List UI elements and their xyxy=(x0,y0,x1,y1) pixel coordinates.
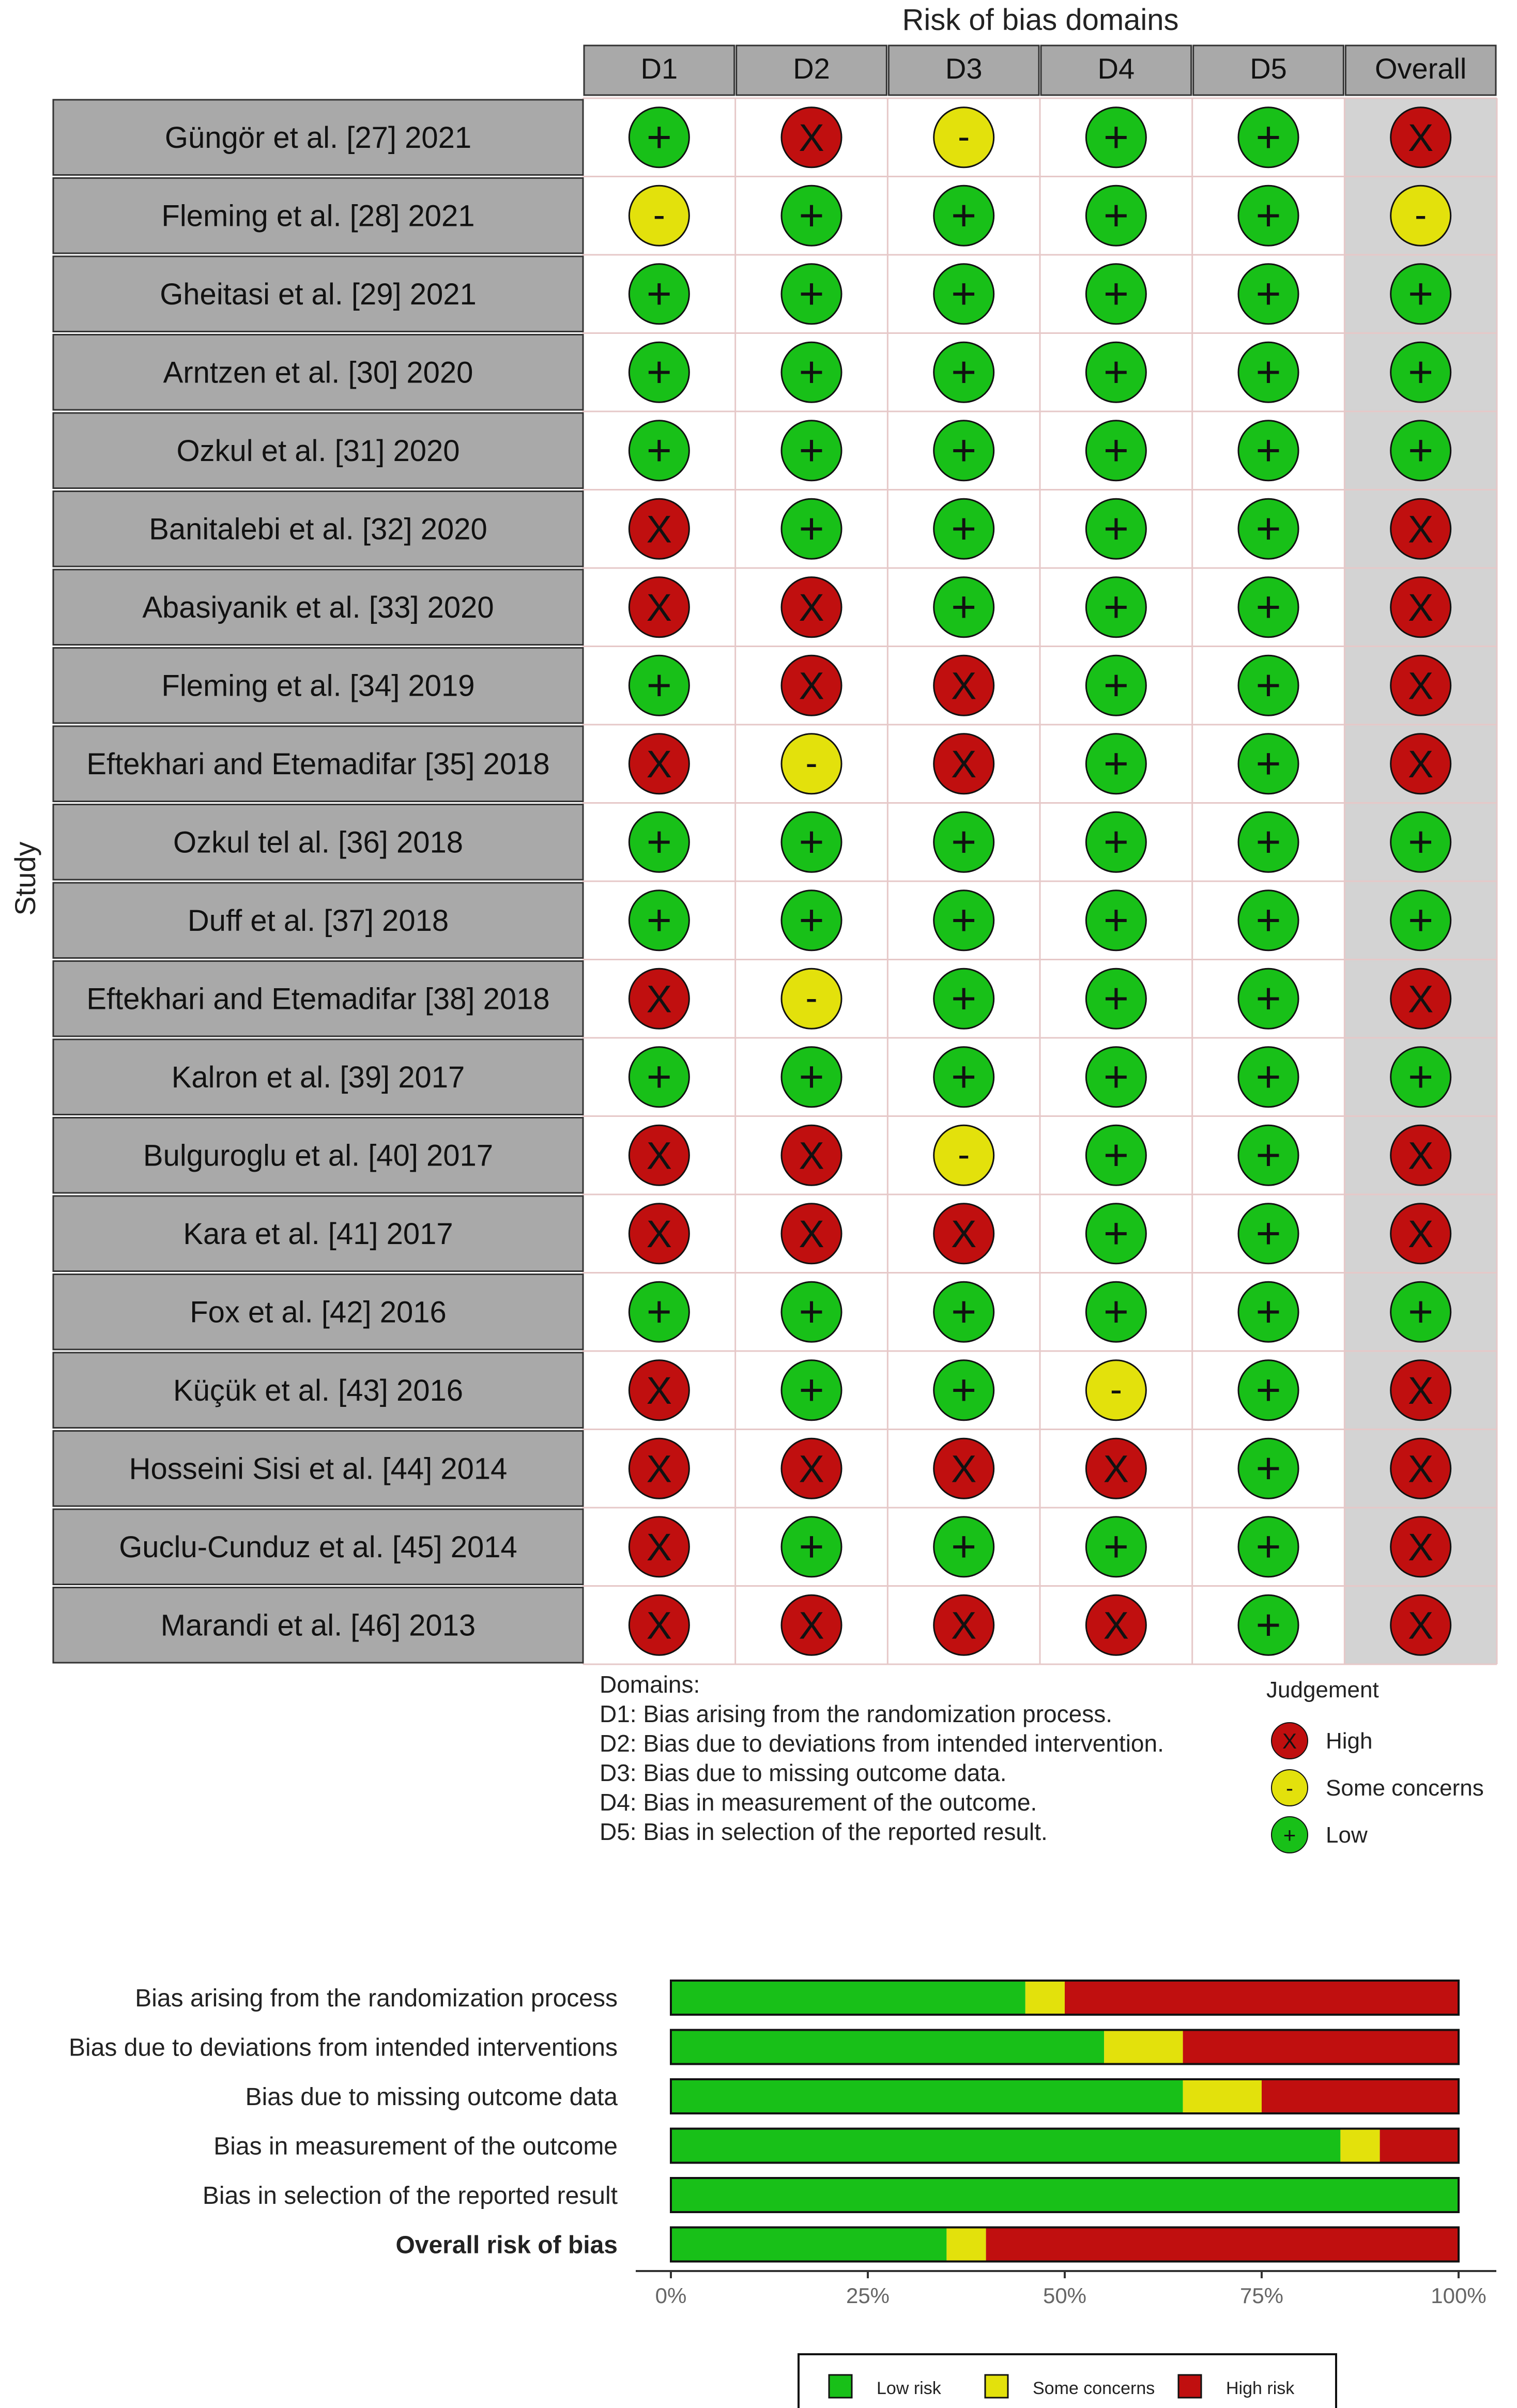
bar-segment-some xyxy=(1340,2129,1380,2163)
judgement-symbol: X xyxy=(1408,1212,1434,1255)
judgement-symbol: + xyxy=(1408,1287,1434,1336)
judgement-symbol: + xyxy=(646,895,672,944)
judgement-symbol: + xyxy=(1255,817,1281,866)
summary-legend-high-label: High risk xyxy=(1226,2379,1295,2398)
judgement-symbol: X xyxy=(1103,1447,1129,1491)
legend-high-label: High xyxy=(1326,1728,1373,1754)
judgement-symbol: X xyxy=(646,1212,672,1255)
judgement-symbol: + xyxy=(1103,191,1129,240)
study-label: Güngör et al. [27] 2021 xyxy=(164,120,472,155)
study-label: Küçük et al. [43] 2016 xyxy=(173,1373,464,1407)
judgement-symbol: + xyxy=(1103,661,1129,710)
category-label: Bias due to deviations from intended interventions xyxy=(69,2034,618,2062)
judgement-symbol: - xyxy=(805,742,818,783)
summary-legend-low-label: Low risk xyxy=(877,2379,941,2398)
judgement-symbol: + xyxy=(951,1365,977,1414)
study-label: Kalron et al. [39] 2017 xyxy=(171,1060,465,1094)
judgement-symbol: + xyxy=(1103,817,1129,866)
judgement-symbol: X xyxy=(646,1604,672,1647)
judgement-symbol: - xyxy=(1415,194,1427,235)
legend-some-label: Some concerns xyxy=(1326,1775,1484,1801)
judgement-symbol: + xyxy=(1408,895,1434,944)
judgement-symbol: X xyxy=(646,1369,672,1412)
bar-segment-high xyxy=(1183,2030,1459,2064)
judgement-symbol: X xyxy=(1408,116,1434,159)
overall-category-label: Overall risk of bias xyxy=(395,2231,618,2259)
domain-definition: D1: Bias arising from the randomization process. xyxy=(600,1700,1112,1727)
judgement-symbol: X xyxy=(1408,664,1434,708)
judgement-symbol: X xyxy=(1103,1604,1129,1647)
judgement-symbol: + xyxy=(951,974,977,1023)
judgement-symbol: + xyxy=(1255,895,1281,944)
judgement-symbol: X xyxy=(799,1134,824,1177)
judgement-symbol: + xyxy=(799,817,824,866)
judgement-symbol: X xyxy=(1408,977,1434,1021)
judgement-symbol: + xyxy=(951,817,977,866)
judgement-symbol: + xyxy=(1103,425,1129,474)
bar-segment-low xyxy=(671,2030,1104,2064)
judgement-symbol: + xyxy=(646,269,672,318)
judgement-symbol: + xyxy=(646,817,672,866)
category-label: Bias arising from the randomization process xyxy=(135,1985,618,2012)
judgement-symbol: + xyxy=(1255,425,1281,474)
judgement-symbol: + xyxy=(1255,1522,1281,1571)
judgement-symbol: + xyxy=(951,1052,977,1101)
study-label: Fleming et al. [28] 2021 xyxy=(161,199,475,233)
domain-definition: D5: Bias in selection of the reported result. xyxy=(600,1818,1048,1845)
judgement-symbol: X xyxy=(1408,1369,1434,1412)
judgement-symbol: + xyxy=(646,1052,672,1101)
judgement-symbol: - xyxy=(653,194,665,235)
judgement-symbol: X xyxy=(646,1134,672,1177)
judgement-symbol: X xyxy=(646,1525,672,1569)
judgement-symbol: + xyxy=(1255,1365,1281,1414)
judgement-symbol: + xyxy=(1255,1600,1281,1649)
judgement-symbol: X xyxy=(1408,586,1434,629)
bar-segment-some xyxy=(1104,2030,1183,2064)
judgement-symbol: X xyxy=(1408,1604,1434,1647)
summary-legend-high-swatch xyxy=(1178,2375,1201,2398)
judgement-symbol: + xyxy=(799,504,824,553)
y-axis-label: Study xyxy=(9,841,41,916)
judgement-symbol: + xyxy=(799,1522,824,1571)
judgement-symbol: X xyxy=(951,1447,977,1491)
judgement-symbol: + xyxy=(799,347,824,396)
judgement-symbol: + xyxy=(951,191,977,240)
judgement-symbol: X xyxy=(951,1212,977,1255)
column-header-d1: D1 xyxy=(640,52,678,85)
judgement-symbol: X xyxy=(799,116,824,159)
judgement-symbol: + xyxy=(646,425,672,474)
judgement-symbol: + xyxy=(1255,1287,1281,1336)
judgement-symbol: + xyxy=(951,347,977,396)
bar-segment-low xyxy=(671,2228,946,2262)
judgement-symbol: X xyxy=(1408,1134,1434,1177)
bar-segment-low xyxy=(671,2079,1183,2113)
judgement-symbol: + xyxy=(1103,504,1129,553)
judgement-symbol: + xyxy=(951,895,977,944)
judgement-symbol: X xyxy=(1408,1447,1434,1491)
judgement-symbol: X xyxy=(799,664,824,708)
judgement-symbol: + xyxy=(1103,1052,1129,1101)
bar-segment-high xyxy=(1065,1981,1459,2015)
bar-segment-low xyxy=(671,1981,1025,2015)
judgement-symbol: X xyxy=(799,1212,824,1255)
judgement-symbol: + xyxy=(951,504,977,553)
judgement-symbol: + xyxy=(951,582,977,631)
judgement-symbol: + xyxy=(1408,425,1434,474)
judgement-symbol: + xyxy=(1408,269,1434,318)
judgement-symbol: + xyxy=(1255,582,1281,631)
study-label: Ozkul et al. [31] 2020 xyxy=(176,434,460,468)
study-label: Banitalebi et al. [32] 2020 xyxy=(149,512,487,546)
judgement-symbol: X xyxy=(799,1604,824,1647)
judgement-symbol: X xyxy=(951,1604,977,1647)
judgement-symbol: X xyxy=(1408,742,1434,786)
category-label: Bias in measurement of the outcome xyxy=(213,2133,618,2160)
domains-title: Domains: xyxy=(600,1671,700,1698)
bar-segment-some xyxy=(1025,1981,1065,2015)
column-header-overall: Overall xyxy=(1374,52,1467,85)
judgement-symbol: + xyxy=(799,1365,824,1414)
domain-definition: D3: Bias due to missing outcome data. xyxy=(600,1759,1007,1786)
judgement-symbol: + xyxy=(1103,1287,1129,1336)
x-tick-label: 100% xyxy=(1431,2283,1487,2308)
judgement-symbol: X xyxy=(799,1447,824,1491)
judgement-symbol: X xyxy=(646,508,672,551)
judgement-symbol: X xyxy=(646,1447,672,1491)
column-header-d5: D5 xyxy=(1250,52,1287,85)
study-label: Guclu-Cunduz et al. [45] 2014 xyxy=(119,1530,517,1564)
bar-segment-low xyxy=(671,2178,1459,2212)
judgement-symbol: + xyxy=(951,1522,977,1571)
column-header-d2: D2 xyxy=(793,52,830,85)
summary-legend-some-swatch xyxy=(985,2375,1008,2398)
judgement-symbol: + xyxy=(1103,582,1129,631)
domain-definition: D2: Bias due to deviations from intended intervention. xyxy=(600,1730,1164,1757)
study-label: Bulguroglu et al. [40] 2017 xyxy=(143,1139,494,1173)
judgement-symbol: + xyxy=(799,1287,824,1336)
x-tick-label: 25% xyxy=(846,2283,890,2308)
summary-legend-some-label: Some concerns xyxy=(1033,2379,1155,2398)
study-label: Marandi et al. [46] 2013 xyxy=(160,1608,476,1643)
study-label: Fox et al. [42] 2016 xyxy=(190,1295,447,1329)
judgement-symbol: + xyxy=(1103,974,1129,1023)
judgement-symbol: - xyxy=(1110,1369,1123,1409)
judgement-symbol: + xyxy=(646,1287,672,1336)
judgement-symbol: + xyxy=(1408,1052,1434,1101)
judgement-symbol: + xyxy=(951,1287,977,1336)
judgement-symbol: + xyxy=(799,1052,824,1101)
judgement-symbol: + xyxy=(1103,739,1129,788)
bar-segment-some xyxy=(946,2228,986,2262)
bar-segment-high xyxy=(1262,2079,1459,2113)
study-label: Duff et al. [37] 2018 xyxy=(187,903,449,938)
legend-low-label: Low xyxy=(1326,1822,1368,1848)
judgement-symbol: + xyxy=(1255,112,1281,161)
judgement-symbol: + xyxy=(1255,1208,1281,1257)
legend-symbol: + xyxy=(1283,1823,1296,1847)
x-tick-label: 50% xyxy=(1043,2283,1087,2308)
judgement-symbol: + xyxy=(1103,112,1129,161)
judgement-symbol: + xyxy=(1255,739,1281,788)
judgement-symbol: X xyxy=(799,586,824,629)
study-label: Hosseini Sisi et al. [44] 2014 xyxy=(129,1452,508,1486)
judgement-symbol: + xyxy=(951,269,977,318)
judgement-symbol: + xyxy=(951,425,977,474)
judgement-symbol: + xyxy=(1103,269,1129,318)
judgement-symbol: - xyxy=(958,116,970,157)
judgement-symbol: X xyxy=(1408,1525,1434,1569)
study-label: Gheitasi et al. [29] 2021 xyxy=(160,277,477,311)
judgement-symbol: + xyxy=(1255,1130,1281,1179)
judgement-symbol: + xyxy=(1103,347,1129,396)
judgement-symbol: X xyxy=(646,742,672,786)
judgement-symbol: + xyxy=(646,661,672,710)
judgement-symbol: + xyxy=(1255,974,1281,1023)
judgement-symbol: + xyxy=(1408,817,1434,866)
judgement-symbol: + xyxy=(1255,269,1281,318)
category-label: Bias due to missing outcome data xyxy=(245,2083,618,2111)
study-label: Eftekhari and Etemadifar [38] 2018 xyxy=(86,982,550,1016)
category-label: Bias in selection of the reported result xyxy=(202,2182,618,2210)
judgement-symbol: X xyxy=(951,664,977,708)
study-label: Ozkul tel al. [36] 2018 xyxy=(173,825,463,860)
judgement-symbol: + xyxy=(1255,347,1281,396)
judgement-symbol: + xyxy=(799,895,824,944)
judgement-symbol: X xyxy=(646,977,672,1021)
judgement-symbol: + xyxy=(1255,1052,1281,1101)
judgement-symbol: + xyxy=(1255,1444,1281,1493)
judgement-symbol: X xyxy=(1408,508,1434,551)
judgement-symbol: + xyxy=(646,112,672,161)
judgement-symbol: + xyxy=(1103,1130,1129,1179)
study-label: Fleming et al. [34] 2019 xyxy=(161,669,475,703)
judgement-symbol: + xyxy=(1103,895,1129,944)
judgement-symbol: + xyxy=(1103,1522,1129,1571)
judgement-legend-title: Judgement xyxy=(1266,1677,1379,1703)
study-label: Abasiyanik et al. [33] 2020 xyxy=(142,590,494,624)
judgement-symbol: + xyxy=(1255,504,1281,553)
judgement-symbol: + xyxy=(1255,191,1281,240)
judgement-symbol: + xyxy=(1103,1208,1129,1257)
bar-segment-high xyxy=(1380,2129,1459,2163)
column-header-d3: D3 xyxy=(945,52,983,85)
judgement-symbol: - xyxy=(958,1134,970,1175)
x-tick-label: 0% xyxy=(655,2283,687,2308)
study-label: Arntzen et al. [30] 2020 xyxy=(163,356,473,390)
legend-symbol: X xyxy=(1282,1729,1297,1753)
study-label: Kara et al. [41] 2017 xyxy=(183,1217,453,1251)
judgement-symbol: + xyxy=(646,347,672,396)
judgement-symbol: + xyxy=(799,425,824,474)
domain-definition: D4: Bias in measurement of the outcome. xyxy=(600,1789,1037,1816)
judgement-symbol: + xyxy=(799,191,824,240)
judgement-symbol: + xyxy=(1255,661,1281,710)
column-header-d4: D4 xyxy=(1097,52,1135,85)
bar-segment-high xyxy=(986,2228,1459,2262)
legend-symbol: - xyxy=(1286,1776,1293,1800)
x-tick-label: 75% xyxy=(1239,2283,1284,2308)
judgement-symbol: + xyxy=(1408,347,1434,396)
traffic-plot-title: Risk of bias domains xyxy=(902,3,1179,37)
judgement-symbol: X xyxy=(951,742,977,786)
bar-segment-low xyxy=(671,2129,1340,2163)
summary-legend-low-swatch xyxy=(829,2375,852,2398)
judgement-symbol: X xyxy=(646,586,672,629)
judgement-symbol: + xyxy=(799,269,824,318)
judgement-symbol: - xyxy=(805,977,818,1018)
study-label: Eftekhari and Etemadifar [35] 2018 xyxy=(86,747,550,781)
bar-segment-some xyxy=(1183,2079,1262,2113)
